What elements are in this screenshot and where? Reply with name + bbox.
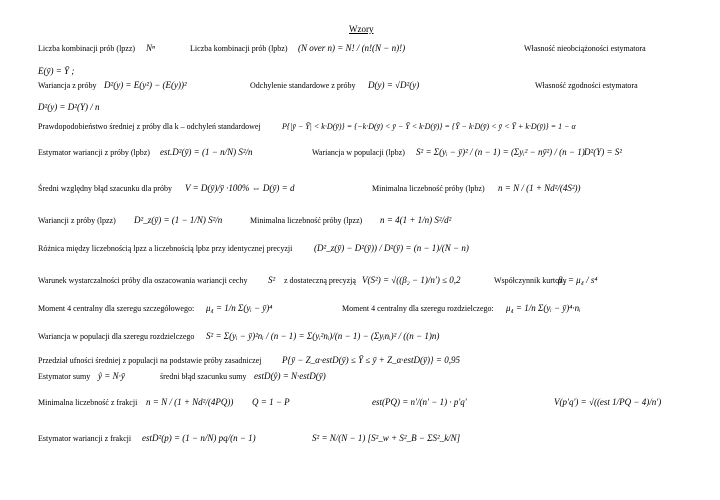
formula: est.D²(ȳ) = (1 − n/N) S²/n [160, 147, 253, 157]
formula: P{ȳ − Z_α·estD(ȳ) ≤ Ȳ ≤ ȳ + Z_α·estD(ȳ)} = 0,95 [282, 355, 460, 365]
formula: S² = N/(N − 1) [S²_w + S²_B − ΣS²_k/N] [312, 433, 461, 443]
label: Minimalna liczebność próby (lpbz) [372, 184, 485, 193]
label: Liczba kombinacji prób (lpbz) [190, 44, 288, 53]
formula: S² = Σ(yᵢ − ȳ)²nᵢ / (n − 1) = Σ(yᵢ²nᵢ)/(n − 1) − (Σyᵢnᵢ)² / ((n − 1)n) [206, 331, 440, 341]
label: Moment 4 centralny dla szeregu rozdzielczego: [342, 304, 494, 313]
label: Estymator wariancji z frakcji [38, 434, 132, 443]
label: Minimalna liczebność próby (lpzz) [250, 216, 363, 225]
formula: Nⁿ [146, 43, 155, 53]
formula: D²(y) = E(y²) − (E(y))² [104, 80, 187, 90]
formula: S² = Σ(yᵢ − ȳ)² / (n − 1) = (Σyᵢ² − nȳ²) / (n − 1) [416, 147, 585, 157]
label: Odchylenie standardowe z próby [250, 81, 356, 90]
formula: ŷ = N·ȳ [98, 371, 125, 381]
label: Różnica między liczebnością lpzz a liczebnością lpbz przy identycznej precyzji [38, 244, 293, 253]
formula: β₂ = μ₄ / s⁴ [558, 275, 598, 285]
label: Własność zgodności estymatora [535, 81, 638, 90]
label: Wariancji z próby (lpzz) [38, 216, 116, 225]
label: Współczynnik kurtozy [494, 276, 567, 285]
label: Estymator sumy [38, 372, 91, 381]
label: Wariancja w populacji (lpbz) [312, 148, 405, 157]
formula: μ₄ = 1/n Σ(yᵢ − ȳ)⁴ [206, 303, 273, 313]
label: Warunek wystarczalności próby dla oszacowania wariancji cechy [38, 276, 248, 285]
formula: n = 4(1 + 1/n) S²/d² [380, 215, 452, 225]
label: Prawdopodobieństwo średniej z próby dla k – odchyleń standardowej [38, 122, 261, 131]
formula: D²(Y) = S² [584, 147, 622, 157]
formula: D²_z(ȳ) = (1 − 1/N) S²/n [134, 215, 223, 225]
formula: V(p′q′) = √((est 1/PQ − 4)/n′) [554, 397, 662, 407]
formula: n = N / (1 + Nd²/(4S²)) [498, 183, 581, 193]
label: średni błąd szacunku sumy [160, 372, 247, 381]
formula: D(y) = √D²(y) [368, 80, 420, 90]
label: Wariancja w populacji dla szeregu rozdzielczego [38, 332, 195, 341]
page-title: Wzory [349, 24, 374, 34]
formula: (D²_z(ȳ) − D²(ȳ)) / D²(ȳ) = (n − 1)/(N − n) [314, 243, 469, 253]
formula: Q = 1 − P [252, 397, 290, 407]
label: Estymator wariancji z próby (lpbz) [38, 148, 150, 157]
label: Przedział ufności średniej z populacji na podstawie próby zasadniczej [38, 356, 262, 365]
label: Wariancja z próby [38, 81, 97, 90]
label: Własność nieobciążoności estymatora [524, 44, 646, 53]
formula: D²(y) = D²(Y) / n [38, 102, 100, 112]
label: Minimalna liczebność z frakcji [38, 398, 138, 407]
formula: estD²(p) = (1 − n/N) pq/(n − 1) [142, 433, 256, 443]
formula: μ₄ = 1/n Σ(yᵢ − ȳ)⁴·nᵢ [506, 303, 581, 313]
formula: V = D(ȳ)/ȳ ·100% ⇔ D(ȳ) = d [185, 183, 295, 193]
label: Liczba kombinacji prób (lpzz) [38, 44, 136, 53]
formula: (N over n) = N! / (n!(N − n)!) [298, 43, 406, 53]
formula: est(PQ) = n′/(n′ − 1) · p′q′ [372, 397, 467, 407]
formula: estD(ŷ) = N·estD(ȳ) [254, 371, 326, 381]
formula: n = N / (1 + Nd²/(4PQ)) [146, 397, 234, 407]
formula: P{|ȳ − Ȳ| < k·D(ȳ)} = {−k·D(ȳ) < ȳ − Ȳ < k·D(ȳ)} = {Ȳ − k·D(ȳ) < ȳ < Ȳ + k·D(ȳ)} = 1 − α [282, 122, 576, 131]
formula: V(S²) = √((β₂ − 1)/n′) ≤ 0,2 [362, 275, 461, 285]
label: z dostateczną precyzją [284, 276, 356, 285]
label: Średni względny błąd szacunku dla próby [38, 184, 172, 193]
formula: S² [268, 275, 276, 285]
label: Moment 4 centralny dla szeregu szczegółowego: [38, 304, 195, 313]
formula: E(ȳ) = Ȳ ; [38, 66, 75, 76]
